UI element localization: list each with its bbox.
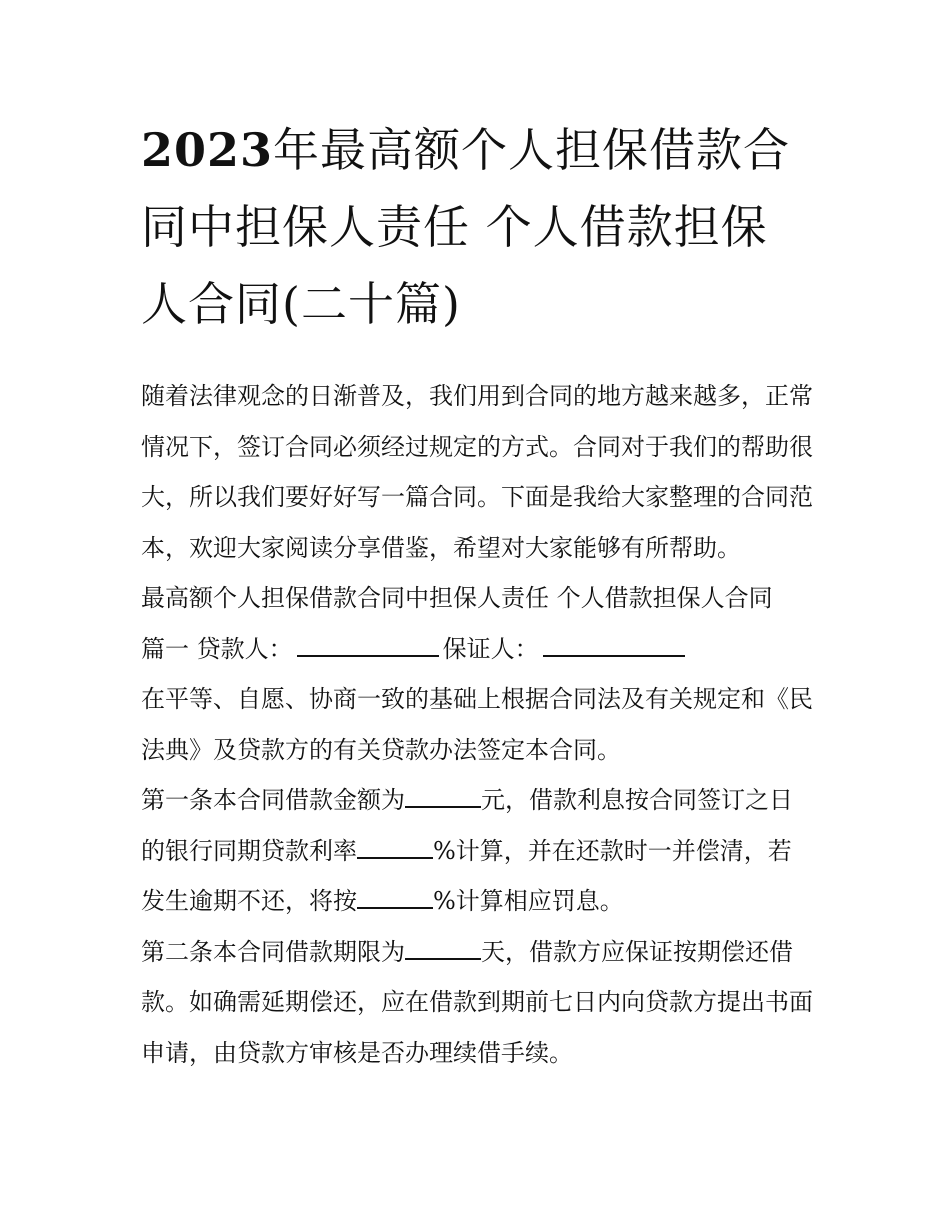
article-2-part-2: 天，借款方应保证按期偿还借款。如确需延期偿还，应在借款到期前七日内向贷款方提出书面申请，由贷款方审核是否办理续借手续。 [141, 937, 813, 1067]
preamble-paragraph: 在平等、自愿、协商一致的基础上根据合同法及有关规定和《民法典》及贷款方的有关贷款办法签定本合同。 [141, 685, 813, 764]
contract-subtitle: 最高额个人担保借款合同中担保人责任 个人借款担保人合同 [141, 584, 773, 612]
article-1-part-3: %计算，并在还款时一并偿清，若发生逾期不还，将按 [141, 836, 792, 915]
term-blank [405, 936, 481, 960]
penalty-rate-blank [357, 885, 433, 909]
article-2-part-1: 第二条本合同借款期限为 [141, 937, 405, 966]
lender-blank [297, 633, 439, 657]
article-1 [141, 775, 813, 927]
lender-label: 篇一 贷款人： [141, 634, 293, 663]
document-title [141, 112, 813, 343]
title-year: 2023 [141, 123, 274, 177]
interest-rate-blank [357, 835, 433, 859]
guarantor-label: 保证人： [442, 634, 539, 663]
intro-paragraph: 随着法律观念的日渐普及，我们用到合同的地方越来越多，正常情况下，签订合同必须经过规定的方式。合同对于我们的帮助很大，所以我们要好好写一篇合同。下面是我给大家整理的合同范本，欢迎大家阅读分享借鉴，希望对大家能够有所帮助。 [141, 382, 813, 562]
title-text: 年最高额个人担保借款合同中担保人责任 个人借款担保人合同(二十篇) [141, 123, 791, 331]
document-page [141, 112, 813, 1078]
article-2 [141, 927, 813, 1079]
article-1-part-4: %计算相应罚息。 [433, 887, 624, 915]
guarantor-blank [543, 633, 685, 657]
amount-blank [405, 784, 481, 808]
article-1-part-1: 第一条本合同借款金额为 [141, 786, 405, 814]
document-body [141, 371, 813, 1078]
article-1-part-2: 元，借款利息按合同签订之日的银行同期贷款利率 [141, 786, 793, 865]
parties-line [141, 624, 813, 675]
